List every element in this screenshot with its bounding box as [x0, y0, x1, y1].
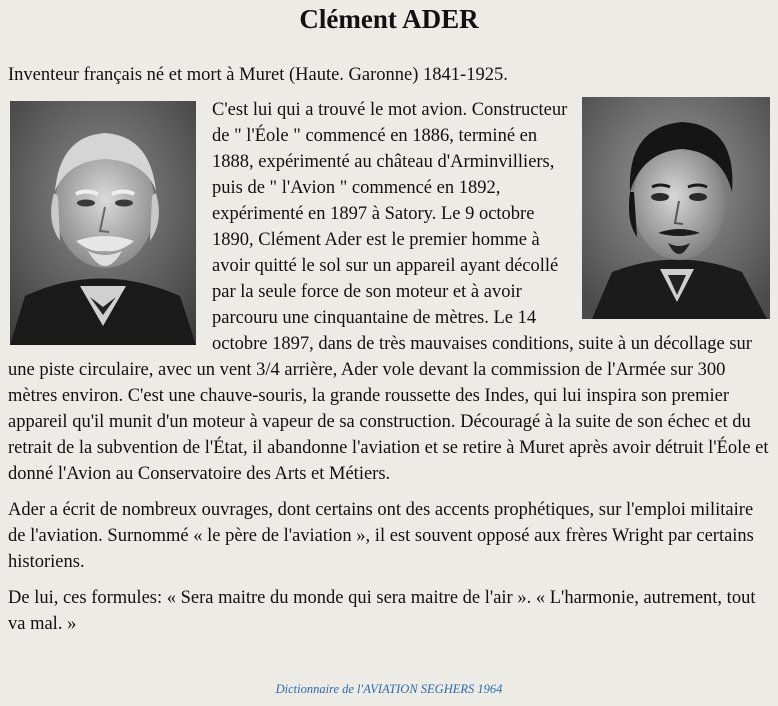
portrait-old-photo [10, 101, 196, 345]
article-body [8, 62, 770, 647]
source-caption: Dictionnaire de l'AVIATION SEGHERS 1964 [275, 682, 503, 696]
paragraph-history: C'est lui qui a trouvé le mot avion. Constructeur de " l'Éole " commencé en 1886, terminé en 1888, expérimenté au château d'Arminvilliers, puis de " l'Avion " commencé en 1892, expérimenté en 1897 à Satory. Le 9 octobre 1890, Clément Ader est le premier homme à avoir quitté le sol sur un appareil ayant décollé par la seule force de son moteur et à avoir parcouru une cinquantaine de mètres. Le 14 octobre 1897, dans de très mauvaises conditions, suite à un décollage sur une piste circulaire, avec un vent 3/4 arrière, Ader vole devant la commission de l'Armée sur 300 mètres environ. C'est une chauve-souris, la grande roussette des Indes, qui lui inspira son premier appareil qu'il munit d'un moteur à vapeur de sa construction. Découragé à la suite de son échec et du retrait de la subvention de l'État, il abandonne l'aviation et se retire à Muret après avoir détruit l'Éole et donné l'Avion au Conservatoire des Arts et Métiers. [8, 100, 769, 484]
paragraph-quotes: De lui, ces formules: « Sera maitre du monde qui sera maitre de l'air ». « L'harmonie, autrement, tout va mal. » [8, 588, 756, 634]
portrait-young-photo [582, 97, 770, 319]
paragraph-intro: Inventeur français né et mort à Muret (Haute. Garonne) 1841-1925. [8, 65, 508, 85]
page-title: Clément ADER [299, 4, 479, 34]
paragraph-works: Ader a écrit de nombreux ouvrages, dont certains ont des accents prophétiques, sur l'emploi militaire de l'aviation. Surnommé « le père de l'aviation », il est souvent opposé aux frères Wright par certains historiens. [8, 500, 754, 572]
